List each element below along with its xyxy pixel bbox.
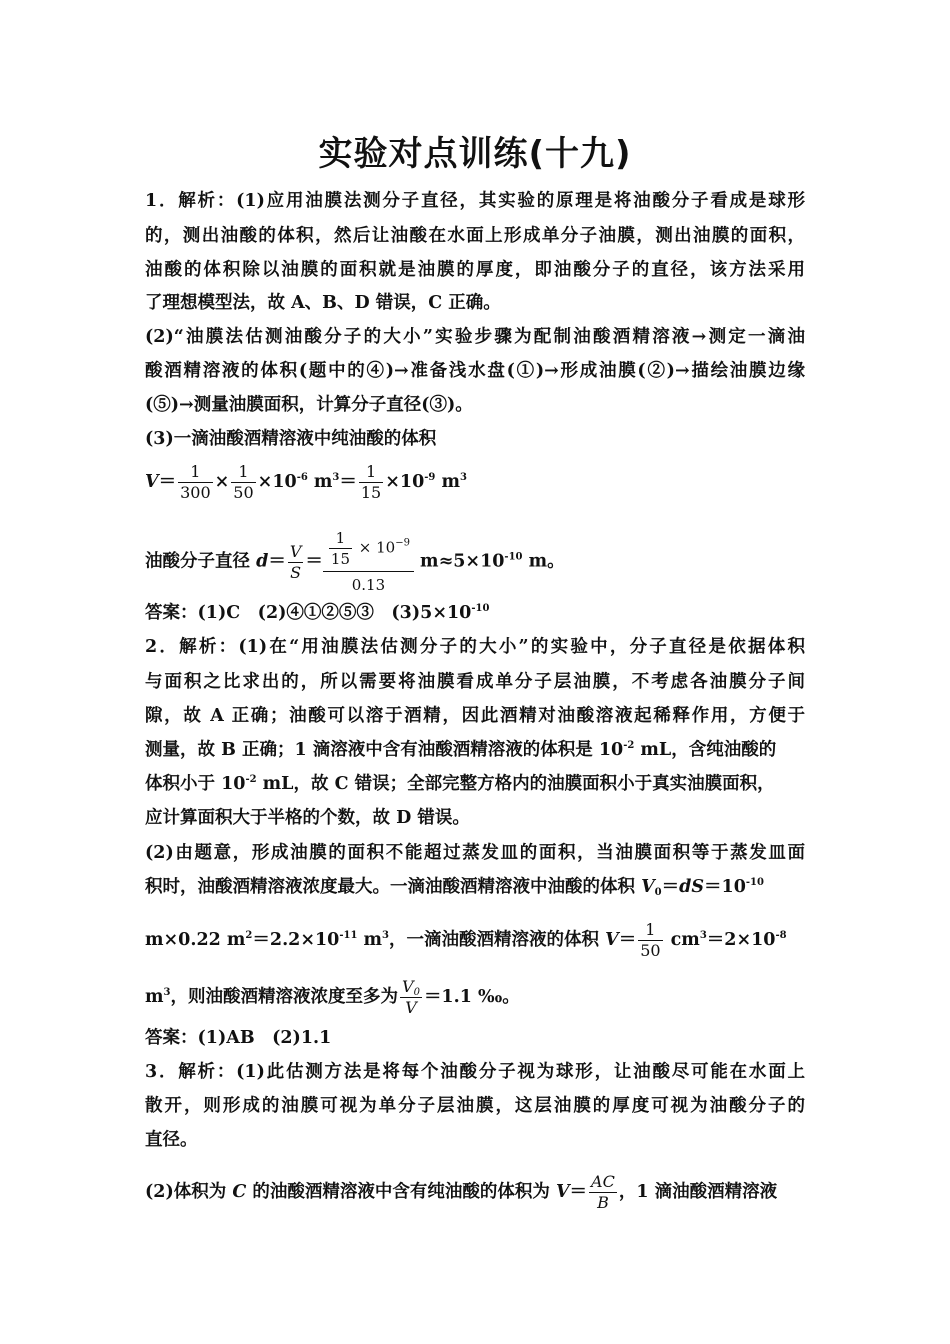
q1-line-1: 1．解析：(1)应用油膜法测分子直径，其实验的原理是将油酸分子看成是球形 <box>145 191 805 211</box>
q3-line-2: 散开，则形成的油膜可视为单分子层油膜，这层油膜的厚度可视为油酸分子的 <box>145 1096 805 1116</box>
numerator: AC <box>591 1172 615 1191</box>
denominator: B <box>589 1192 617 1213</box>
compound-denominator: 0.13 <box>323 571 414 596</box>
q2-line-1: 2．解析：(1)在“用油膜法估测分子的大小”的实验中，分子直径是依据体积 <box>145 637 805 657</box>
exponent: -10 <box>745 877 764 888</box>
denominator: V <box>400 997 422 1018</box>
numerator <box>400 977 422 997</box>
q1-line-7: (⑤)→测量油膜面积，计算分子直径(③)。 <box>145 395 473 415</box>
exponent: 3 <box>382 930 390 941</box>
exponent: 2 <box>245 930 253 941</box>
unit: m <box>357 930 383 950</box>
q1-line-3: 油酸的体积除以油膜的面积就是油膜的厚度，即油酸分子的直径，该方法采用 <box>145 260 805 280</box>
q2-line-6: 应计算面积大于半格的个数，故 D 错误。 <box>145 808 470 828</box>
exponent: 3 <box>699 930 707 941</box>
exponent: -8 <box>775 930 787 941</box>
numerator: 1 <box>238 462 249 481</box>
power-base: × 10 <box>354 538 396 557</box>
subscript: 0 <box>413 987 420 998</box>
denominator: 300 <box>180 483 211 502</box>
fraction <box>329 528 352 569</box>
unit: cm <box>664 930 700 950</box>
text: mL，故 C 错误；全部完整方格内的油膜面积小于真实油膜面积， <box>256 774 775 794</box>
times-sign: × <box>214 472 230 492</box>
q1-line-6: 酸酒精溶液的体积(题中的④)→准备浅水盘(①)→形成油膜(②)→描绘油膜边缘 <box>145 361 805 381</box>
numerator: 1 <box>365 462 377 481</box>
text: m×0.22 m <box>145 930 246 950</box>
denominator: S <box>288 562 304 583</box>
var-v: V <box>641 877 655 897</box>
numerator: 1 <box>335 529 346 547</box>
var-c: C <box>232 1182 247 1202</box>
denominator: 15 <box>360 483 382 502</box>
var-ds: dS <box>679 877 705 897</box>
q2-line-10 <box>145 977 520 1018</box>
exponent: -11 <box>339 930 358 941</box>
q1-answer <box>145 602 489 624</box>
text: ，1 滴油酸酒精溶液 <box>618 1182 778 1202</box>
exponent: 3 <box>459 472 467 483</box>
equals-sign: ＝ <box>618 930 637 950</box>
text: ，则油酸酒精溶液浓度至多为 <box>170 987 398 1007</box>
unit: m。 <box>522 551 565 572</box>
q2-line-7: (2)由题意，形成油膜的面积不能超过蒸发皿的面积，当油膜面积等于蒸发皿面 <box>145 843 805 863</box>
text: 测量，故 B 正确；1 滴溶液中含有油酸酒精溶液的体积是 10 <box>145 740 624 760</box>
q1-line-2: 的，测出油酸的体积，然后让油酸在水面上形成单分子油膜，测出油膜的面积， <box>145 226 805 246</box>
compound-numerator <box>323 528 414 571</box>
unit: m <box>145 987 164 1007</box>
q1-equation-diameter <box>145 528 565 596</box>
text: ＝1.1 ‰。 <box>423 987 520 1007</box>
fraction <box>400 977 422 1018</box>
q1-equation-volume <box>145 462 467 503</box>
q2-line-5 <box>145 773 775 795</box>
var-v: V <box>555 1182 570 1202</box>
compound-fraction <box>323 528 414 596</box>
text: (2)体积为 <box>145 1182 233 1202</box>
equals-sign: ＝ <box>158 472 177 492</box>
q3-line-4 <box>145 1172 777 1213</box>
text: 体积小于 10 <box>145 774 246 794</box>
var-v: V <box>145 472 159 492</box>
var-d: d <box>256 551 269 572</box>
q3-line-3: 直径。 <box>145 1130 198 1150</box>
fraction <box>288 542 304 583</box>
exponent: 3 <box>163 987 171 998</box>
var-v: V <box>605 930 619 950</box>
subscript: 0 <box>654 887 662 898</box>
q1-line-5: (2)“油膜法估测油酸分子的大小”实验步骤为配制油酸酒精溶液→测定一滴油 <box>145 327 805 347</box>
q2-line-4 <box>145 739 776 761</box>
equals-sign: ＝ <box>569 1182 588 1202</box>
exponent: -10 <box>504 551 523 563</box>
exponent: −9 <box>395 537 410 549</box>
exponent: -9 <box>424 472 436 483</box>
text: ＝2.2×10 <box>252 930 340 950</box>
unit: m <box>435 472 460 492</box>
exponent: -2 <box>623 740 635 751</box>
exponent: -2 <box>245 774 257 785</box>
text: mL，含纯油酸的 <box>634 740 777 760</box>
q1-line-4: 了理想模型法，故 A、B、D 错误，C 正确。 <box>145 293 501 313</box>
denominator: 50 <box>233 483 254 502</box>
exponent: -10 <box>471 603 490 614</box>
fraction <box>359 462 383 503</box>
text: ＝2×10 <box>706 930 776 950</box>
numerator: V <box>289 541 302 561</box>
fraction <box>178 462 213 503</box>
q1-line-8: (3)一滴油酸酒精溶液中纯油酸的体积 <box>145 429 437 449</box>
power-base: ×10 <box>257 472 297 492</box>
var-v: V <box>402 977 414 996</box>
power-base: ×10 <box>385 472 425 492</box>
equals-sign: ＝ <box>661 877 680 897</box>
equals-sign: ＝ <box>339 472 357 492</box>
q2-line-2: 与面积之比求出的，所以需要将油膜看成单分子层油膜，不考虑各油膜分子间 <box>145 672 805 692</box>
equals-sign: ＝ <box>268 551 286 572</box>
text: ＝10 <box>704 877 746 897</box>
q2-line-3: 隙，故 A 正确；油酸可以溶于酒精，因此酒精对油酸溶液起稀释作用，方便于 <box>145 706 805 726</box>
q2-line-9 <box>145 920 787 961</box>
numerator: 1 <box>645 920 656 939</box>
fraction <box>589 1172 617 1213</box>
q2-line-8 <box>145 876 764 898</box>
denominator: 15 <box>330 550 350 568</box>
fraction <box>231 462 255 503</box>
numerator: 1 <box>190 462 201 481</box>
text: 积时，油酸酒精溶液浓度最大。一滴油酸酒精溶液中油酸的体积 <box>145 877 642 897</box>
fraction <box>638 920 662 961</box>
equals-sign: ＝ <box>305 551 323 572</box>
q3-line-1: 3．解析：(1)此估测方法是将每个油酸分子视为球形，让油酸尽可能在水面上 <box>145 1062 805 1082</box>
result-text: m≈5×10 <box>413 551 505 572</box>
exponent: -6 <box>296 472 308 483</box>
text: ，一滴油酸酒精溶液的体积 <box>389 930 606 950</box>
page-title: 实验对点训练(十九) <box>318 134 632 174</box>
label-text: 油酸分子直径 <box>145 551 257 572</box>
exponent: 3 <box>332 472 340 483</box>
text: 的油酸酒精溶液中含有纯油酸的体积为 <box>246 1182 556 1202</box>
denominator: 50 <box>640 941 661 960</box>
answer-text: 答案：(1)C (2)④①②⑤③ (3)5×10 <box>145 603 472 623</box>
q2-answer: 答案：(1)AB (2)1.1 <box>145 1028 332 1048</box>
unit: m <box>307 472 333 492</box>
